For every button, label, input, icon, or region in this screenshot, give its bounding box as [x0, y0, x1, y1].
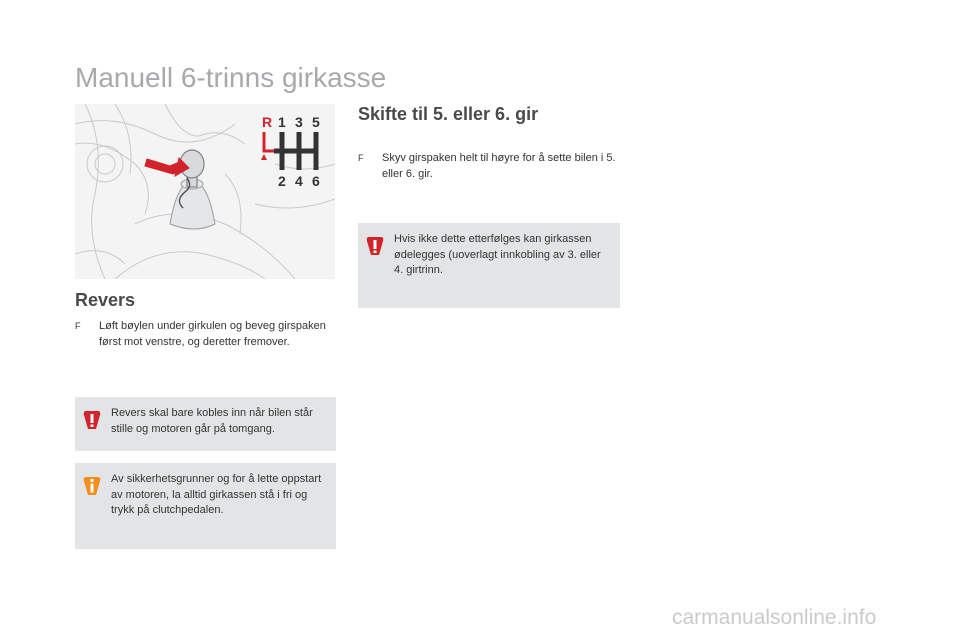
revers-info-box: [75, 463, 336, 549]
skifte-instruction-text: Skyv girspaken helt til høyre for å sette bilen i 5. eller 6. gir.: [382, 152, 616, 180]
gear-number: 3: [295, 114, 303, 130]
reverse-gear-label: R: [262, 114, 273, 130]
gear-lever-illustration: [75, 104, 335, 279]
skifte-heading: Skifte til 5. eller 6. gir: [358, 104, 539, 124]
skifte-instruction: [358, 150, 620, 182]
page-title: Manuell 6-trinns girkasse: [75, 62, 387, 93]
watermark: carmanualsonline.info: [672, 606, 877, 629]
skifte-warning-text: Hvis ikke dette etterfølges kan girkassen ødelegges (uoverlagt innkobling av 3. eller 4. girtrinn.: [394, 233, 601, 276]
gear-number: 5: [312, 114, 320, 130]
gear-number: 1: [278, 114, 286, 130]
shift-pattern: [261, 114, 320, 189]
gear-number: 6: [312, 173, 320, 189]
revers-info-text: Av sikkerhetsgrunner og for å lette oppstart av motoren, la alltid girkassen stå i fri og trykk på clutchpedalen.: [111, 473, 322, 516]
bullet-marker: F: [75, 321, 81, 331]
gear-lever-drawing: [75, 104, 335, 279]
warning-icon: [366, 235, 384, 257]
revers-warning-text: Revers skal bare kobles inn når bilen står stille og motoren går på tomgang.: [111, 407, 313, 435]
skifte-warning-box: [358, 223, 620, 308]
gear-number: 4: [295, 173, 303, 189]
info-icon: [83, 475, 101, 497]
revers-heading: Revers: [75, 290, 136, 310]
revers-warning-box: [75, 397, 336, 451]
gear-number: 2: [278, 173, 286, 189]
bullet-marker: F: [358, 153, 364, 163]
revers-instruction: [75, 318, 335, 350]
revers-instruction-text: Løft bøylen under girkulen og beveg girspaken først mot venstre, og deretter fremover.: [99, 320, 326, 348]
warning-icon: [83, 409, 101, 431]
